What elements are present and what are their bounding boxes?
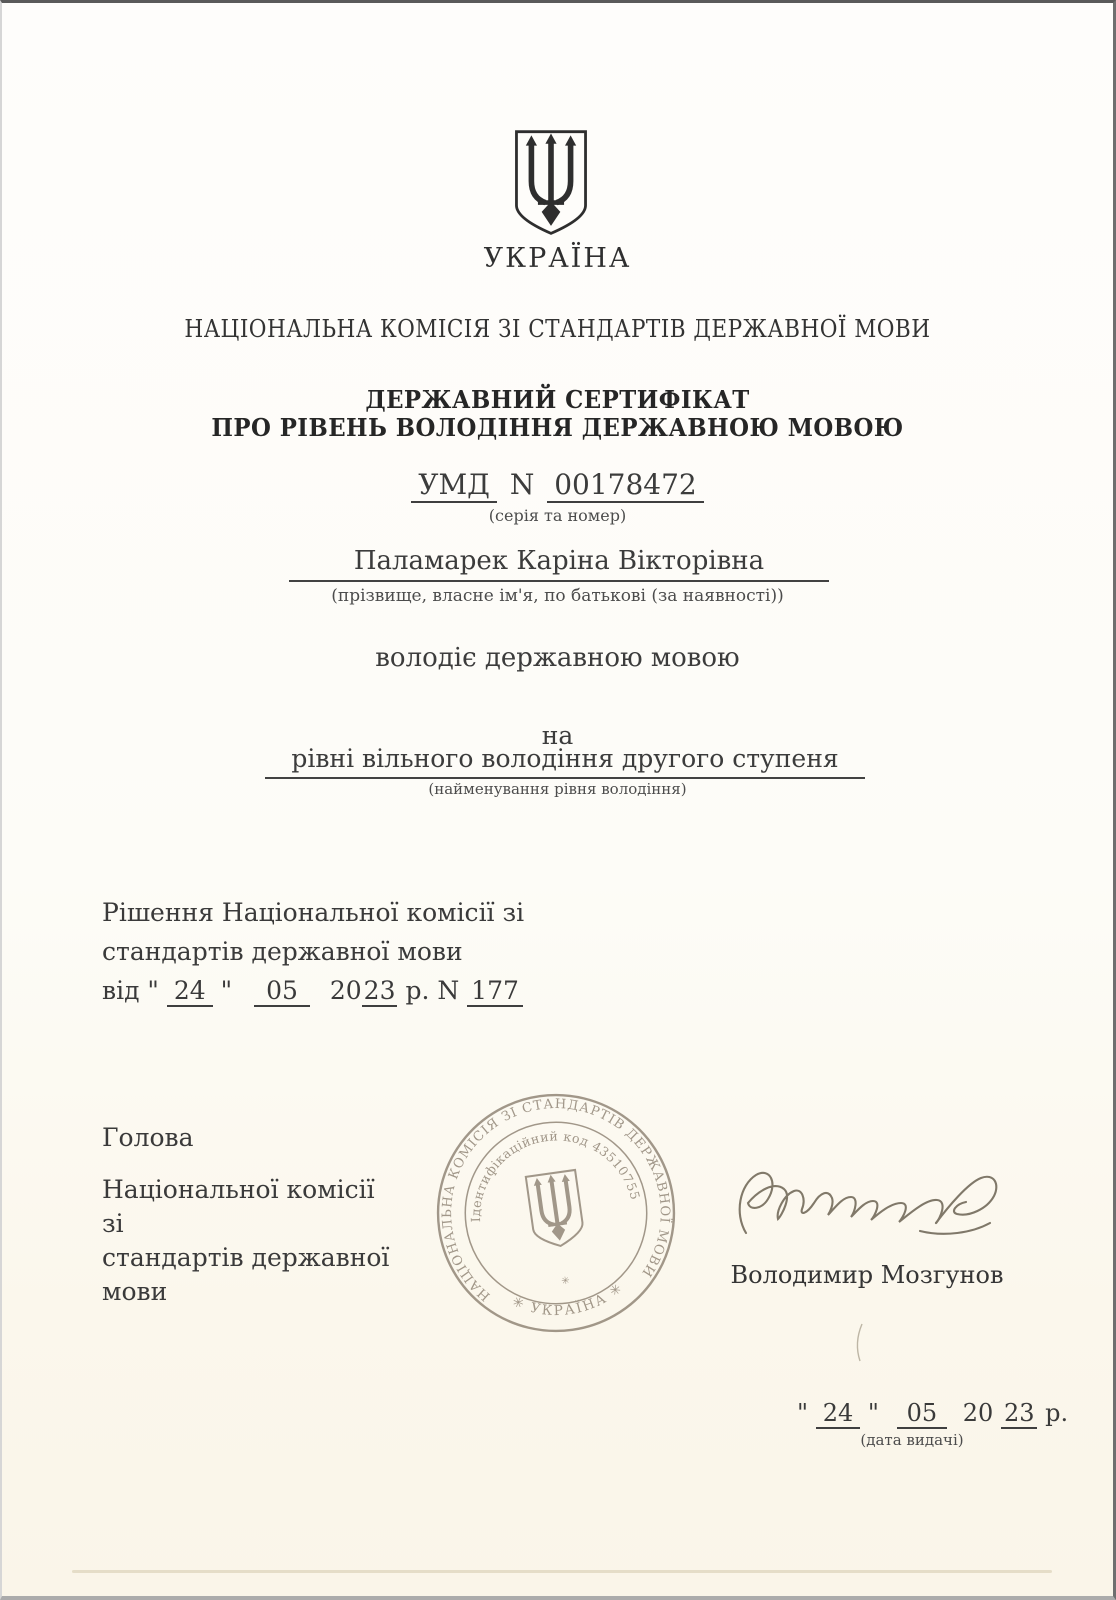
seal-inner-text: Ідентифікаційний код 43510755 [467,1128,644,1223]
issue-century: 20 [962,1399,994,1427]
decision-month: 05 [254,976,310,1007]
series-caption: (серія та номер) [488,506,627,525]
issue-day: 24 [816,1399,861,1429]
country-label: УКРАЇНА [483,243,632,274]
seal-ring-text: НАЦІОНАЛЬНА КОМІСІЯ ЗІ СТАНДАРТІВ ДЕРЖАВНОЇ МОВИ [440,1096,672,1304]
signature-handwriting [724,1151,1024,1261]
statement-text: володіє державною мовою [375,643,740,673]
decision-year: 23 [363,976,396,1005]
official-seal-stamp [414,1071,699,1356]
issue-month: 05 [897,1399,948,1429]
level-caption: (найменування рівня володіння) [428,780,687,798]
seal-trident-icon [526,1170,585,1249]
commission-name: НАЦІОНАЛЬНА КОМІСІЯ ЗІ СТАНДАРТІВ ДЕРЖАВНОЇ МОВИ [184,315,931,343]
holder-name: Паламарек Каріна Вікторівна [289,546,829,582]
signer-role-line2: Національної комісії зі [102,1175,375,1238]
decision-quote-close: " [220,976,233,1005]
series-prefix: УМД [411,468,497,503]
issue-date-line [797,1399,1068,1427]
holder-caption: (прізвище, власне ім'я, по батькові (за наявності)) [331,586,784,606]
certificate-title-line1: ДЕРЖАВНИЙ СЕРТИФІКАТ [365,385,750,414]
issue-suffix: р. [1045,1399,1069,1427]
signer-role-block [102,1173,402,1309]
coat-of-arms-icon [509,127,593,239]
series-n-label: N [509,468,535,501]
seal-asterisk: ✳ [560,1275,571,1288]
signer-role-line4: мови [102,1277,168,1306]
series-number-line [2,468,1113,501]
signer-name: Володимир Мозгунов [730,1261,1004,1289]
scan-artifact-line [72,1570,1052,1573]
issue-quote-open: " [797,1399,809,1427]
decision-line2: стандартів державної мови [102,937,463,966]
pen-mark [848,1321,868,1363]
decision-century: 20 [329,976,362,1005]
decision-date-line [102,971,562,1010]
decision-year-suffix: р. [405,976,430,1005]
decision-quote-open: " [147,976,159,1005]
series-number: 00178472 [547,468,704,503]
certificate-title-line2: ПРО РІВЕНЬ ВОЛОДІННЯ ДЕРЖАВНОЮ МОВОЮ [211,413,904,442]
signer-role-title: Голова [102,1123,194,1152]
signer-role-line3: стандартів державної [102,1243,390,1272]
issue-year: 23 [1001,1399,1038,1429]
decision-from: від [102,976,140,1005]
issue-date-caption: (дата видачі) [860,1431,964,1449]
decision-number: 177 [467,976,523,1007]
decision-n-label: N [437,976,460,1005]
decision-line1: Рішення Національної комісії зі [102,898,525,927]
level-preposition: на [541,721,574,750]
issue-quote-close: " [867,1399,879,1427]
decision-block [102,893,562,1010]
seal-bottom-text: ✳ УКРАЇНА ✳ [509,1279,627,1320]
decision-day: 24 [167,976,213,1007]
level-name: рівні вільного володіння другого ступеня [265,744,865,779]
